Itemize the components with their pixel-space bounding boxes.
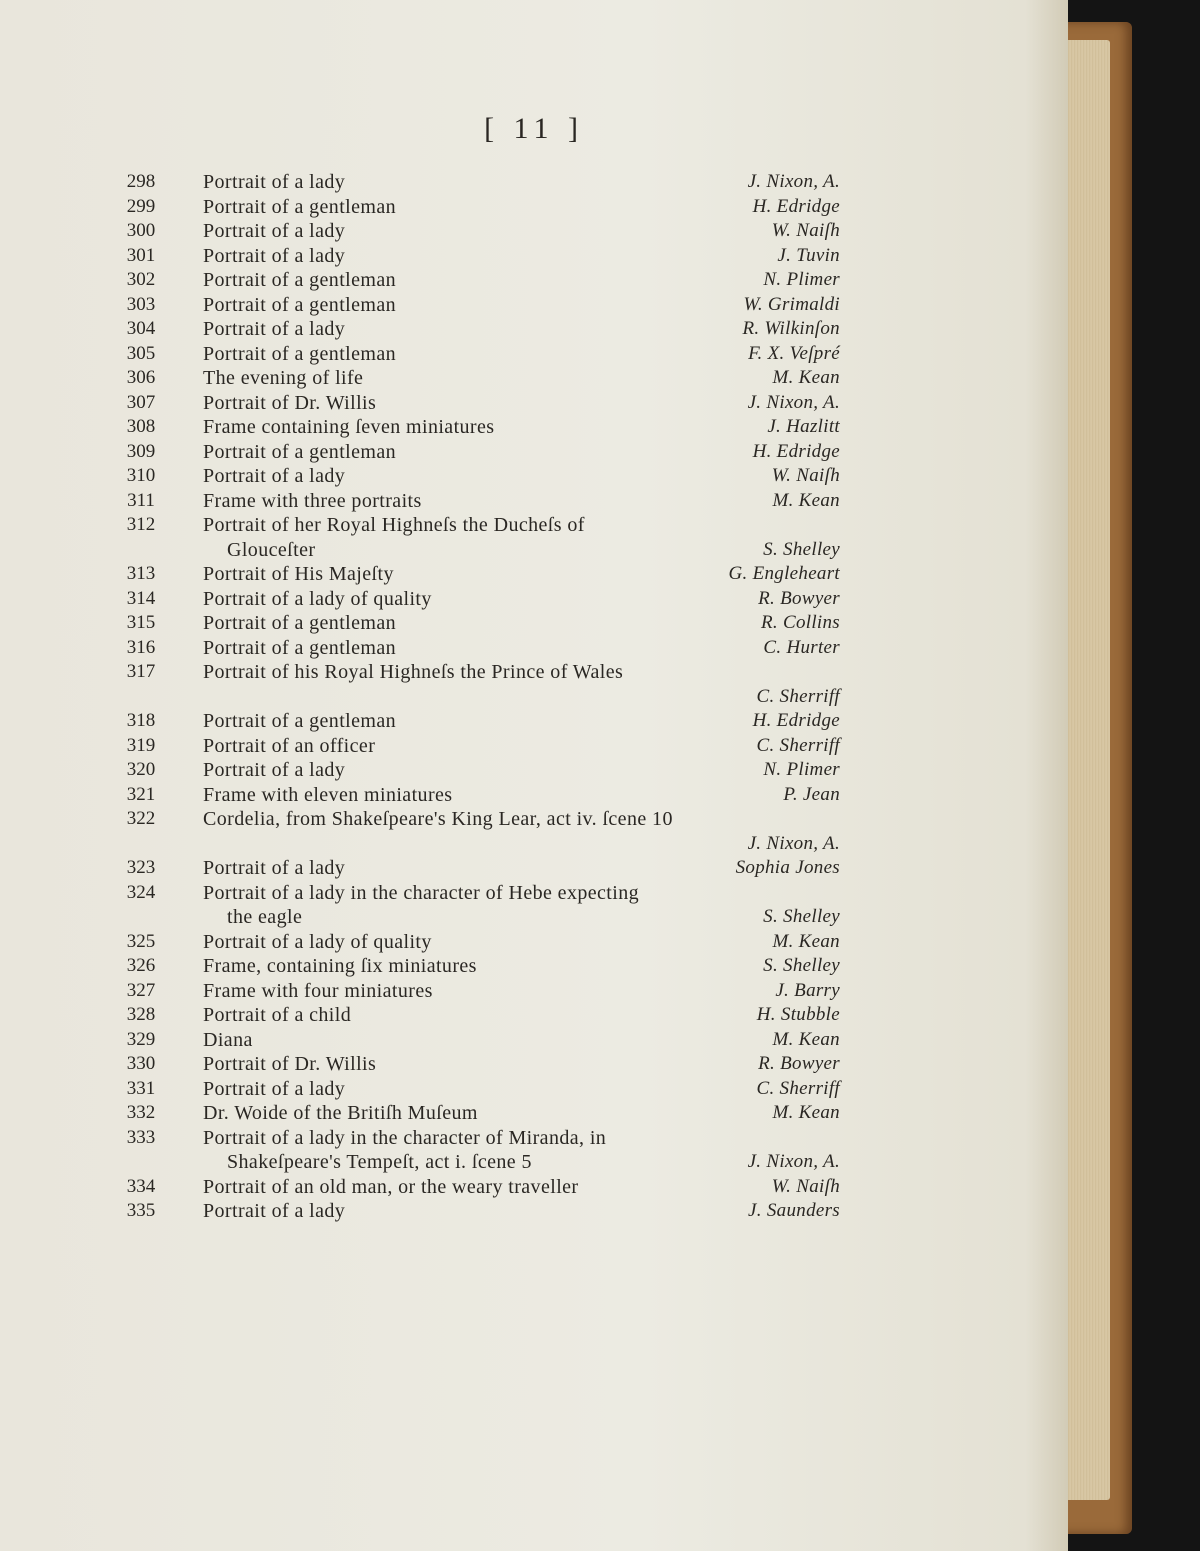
catalogue-entry-continuation xyxy=(0,538,1068,562)
catalogue-entry xyxy=(0,244,1068,268)
entry-title: Portrait of a gentleman xyxy=(203,612,397,634)
entry-artist: M. Kean xyxy=(772,1102,840,1123)
entry-title: Portrait of her Royal Highneſs the Ducheſs of xyxy=(203,514,585,536)
entry-artist: H. Edridge xyxy=(752,710,840,731)
catalogue-entry xyxy=(0,930,1068,954)
entry-artist: S. Shelley xyxy=(763,538,840,560)
catalogue-entry xyxy=(0,195,1068,219)
catalogue-entry xyxy=(0,611,1068,635)
entry-artist: J. Nixon, A. xyxy=(747,832,840,854)
entry-number: 326 xyxy=(126,955,156,976)
entry-title: Portrait of a gentleman xyxy=(203,342,397,365)
entry-number: 303 xyxy=(126,293,156,315)
catalogue-entry xyxy=(0,807,1068,831)
entry-artist: N. Plimer xyxy=(763,269,840,290)
entry-artist: C. Sherriff xyxy=(756,685,840,707)
entry-title: Portrait of a lady xyxy=(203,220,346,242)
catalogue-entry xyxy=(0,856,1068,880)
entry-number: 323 xyxy=(126,857,156,878)
entry-number: 308 xyxy=(126,416,156,437)
entry-artist: W. Naiſh xyxy=(771,465,840,486)
entry-artist: F. X. Veſpré xyxy=(748,342,840,364)
entry-number: 307 xyxy=(126,391,156,413)
entry-title-continuation: the eagle xyxy=(227,906,303,928)
entry-artist: M. Kean xyxy=(772,489,840,511)
catalogue-entry xyxy=(0,170,1068,194)
entry-title: Frame with four miniatures xyxy=(203,979,433,1002)
entry-artist: W. Naiſh xyxy=(771,220,840,241)
catalogue-entry xyxy=(0,464,1068,488)
entry-artist: M. Kean xyxy=(772,1028,840,1050)
entry-number: 330 xyxy=(126,1053,156,1074)
entry-title: Dr. Woide of the Britiſh Muſeum xyxy=(203,1102,478,1124)
entry-title: Portrait of a lady of quality xyxy=(203,587,432,610)
entry-title: Portrait of a gentleman xyxy=(203,636,397,659)
catalogue-entry xyxy=(0,415,1068,439)
entry-number: 328 xyxy=(126,1004,156,1025)
entry-number: 324 xyxy=(126,881,156,903)
entry-title: Portrait of a lady in the character of Miranda, in xyxy=(203,1126,607,1149)
catalogue-entry xyxy=(0,1101,1068,1125)
catalogue-entry xyxy=(0,268,1068,292)
catalogue-entry xyxy=(0,881,1068,905)
catalogue-entry-continuation xyxy=(0,832,1068,856)
entry-title: Frame with eleven miniatures xyxy=(203,783,453,806)
entry-title: Portrait of a lady xyxy=(203,318,346,340)
catalogue-entry xyxy=(0,783,1068,807)
catalogue-entry xyxy=(0,391,1068,415)
entry-artist: S. Shelley xyxy=(763,906,840,927)
entry-title: Portrait of a gentleman xyxy=(203,269,397,291)
catalogue-entry xyxy=(0,734,1068,758)
entry-title-continuation: Shakeſpeare's Tempeſt, act i. ſcene 5 xyxy=(227,1151,532,1173)
entry-artist: C. Sherriff xyxy=(756,1077,840,1099)
catalogue-entry xyxy=(0,954,1068,978)
entry-artist: H. Stubble xyxy=(756,1004,840,1025)
entry-number: 309 xyxy=(126,440,156,462)
entry-number: 334 xyxy=(126,1175,156,1197)
entry-title-continuation: Glouceſter xyxy=(227,538,316,561)
entry-number: 335 xyxy=(126,1200,156,1221)
catalogue-entry xyxy=(0,440,1068,464)
catalogue-entry xyxy=(0,758,1068,782)
entry-number: 299 xyxy=(126,195,156,217)
entry-artist: J. Nixon, A. xyxy=(747,1151,840,1172)
entry-title: Portrait of an old man, or the weary traveller xyxy=(203,1175,579,1198)
entry-title: Portrait of a gentleman xyxy=(203,710,397,732)
catalogue-entry xyxy=(0,636,1068,660)
entry-artist: J. Nixon, A. xyxy=(747,171,840,192)
entry-title: Cordelia, from Shakeſpeare's King Lear, act iv. ſcene 10 xyxy=(203,808,673,830)
entry-number: 318 xyxy=(126,710,156,731)
catalogue-entry xyxy=(0,513,1068,537)
entry-artist: H. Edridge xyxy=(752,195,840,217)
entry-number: 325 xyxy=(126,930,156,952)
entry-number: 319 xyxy=(126,734,156,756)
catalogue-entry xyxy=(0,587,1068,611)
entry-title: Portrait of a lady xyxy=(203,171,346,193)
entry-number: 321 xyxy=(126,783,156,805)
entry-title: Portrait of Dr. Willis xyxy=(203,391,377,414)
entry-artist: G. Engleheart xyxy=(728,563,840,584)
entry-artist: J. Barry xyxy=(775,979,840,1001)
entry-title: Portrait of a lady xyxy=(203,1077,346,1100)
entry-title: Portrait of a lady xyxy=(203,759,346,781)
entry-number: 302 xyxy=(126,269,156,290)
entry-artist: W. Naiſh xyxy=(771,1175,840,1197)
entry-number: 316 xyxy=(126,636,156,658)
catalogue-entry xyxy=(0,660,1068,684)
entry-number: 322 xyxy=(126,808,156,829)
catalogue-entry xyxy=(0,219,1068,243)
entry-artist: N. Plimer xyxy=(763,759,840,780)
entry-artist: Sophia Jones xyxy=(735,857,840,878)
entry-artist: J. Nixon, A. xyxy=(747,391,840,413)
entry-title: Portrait of an officer xyxy=(203,734,376,757)
entry-artist: R. Collins xyxy=(760,612,840,633)
entry-number: 305 xyxy=(126,342,156,364)
entry-artist: H. Edridge xyxy=(752,440,840,462)
entry-artist: M. Kean xyxy=(772,367,840,388)
entry-title: Portrait of a lady xyxy=(203,857,346,879)
catalogue-entry-continuation xyxy=(0,1150,1068,1174)
catalogue-entry xyxy=(0,366,1068,390)
catalogue-entry xyxy=(0,489,1068,513)
entry-artist: C. Hurter xyxy=(763,636,840,658)
catalogue-entry xyxy=(0,709,1068,733)
entry-number: 331 xyxy=(126,1077,156,1099)
entry-artist: C. Sherriff xyxy=(756,734,840,756)
entry-number: 304 xyxy=(126,318,156,339)
catalogue-entry xyxy=(0,1199,1068,1223)
catalogue-entry xyxy=(0,317,1068,341)
entry-number: 329 xyxy=(126,1028,156,1050)
entry-title: Frame with three portraits xyxy=(203,489,422,512)
entry-title: Portrait of a lady xyxy=(203,1200,346,1222)
entry-artist: M. Kean xyxy=(772,930,840,952)
entry-number: 313 xyxy=(126,563,156,584)
entry-artist: R. Bowyer xyxy=(758,1053,840,1074)
entry-artist: P. Jean xyxy=(783,783,840,805)
catalogue-entry xyxy=(0,1028,1068,1052)
catalogue-entry xyxy=(0,1052,1068,1076)
entry-artist: J. Tuvin xyxy=(777,244,840,266)
catalogue-entry xyxy=(0,342,1068,366)
entry-artist: J. Hazlitt xyxy=(767,416,840,437)
entry-number: 317 xyxy=(126,661,156,682)
entry-artist: W. Grimaldi xyxy=(743,293,840,315)
page-number: [ 11 ] xyxy=(484,112,584,145)
catalogue-entry xyxy=(0,1126,1068,1150)
entry-number: 301 xyxy=(126,244,156,266)
entry-title: Portrait of a lady xyxy=(203,244,346,267)
catalogue-entry xyxy=(0,979,1068,1003)
entry-title: Portrait of a lady xyxy=(203,465,346,487)
entry-title: Portrait of Dr. Willis xyxy=(203,1053,377,1075)
entry-number: 332 xyxy=(126,1102,156,1123)
entry-title: Portrait of His Majeſty xyxy=(203,563,394,585)
entry-number: 333 xyxy=(126,1126,156,1148)
catalogue-entry xyxy=(0,1003,1068,1027)
catalogue-entry xyxy=(0,1077,1068,1101)
entry-artist: J. Saunders xyxy=(748,1200,840,1221)
entry-artist: S. Shelley xyxy=(763,955,840,976)
entry-title: Portrait of a gentleman xyxy=(203,440,397,463)
entry-number: 298 xyxy=(126,171,156,192)
entry-number: 320 xyxy=(126,759,156,780)
entry-artist: R. Wilkinſon xyxy=(742,318,840,339)
entry-title: Frame, containing ſix miniatures xyxy=(203,955,477,977)
entry-number: 310 xyxy=(126,465,156,486)
entry-title: Portrait of a gentleman xyxy=(203,195,397,218)
entry-title: Frame containing ſeven miniatures xyxy=(203,416,495,438)
entry-artist: R. Bowyer xyxy=(758,587,840,609)
entry-title: Portrait of a child xyxy=(203,1004,352,1026)
entry-number: 314 xyxy=(126,587,156,609)
entry-number: 306 xyxy=(126,367,156,388)
entry-number: 315 xyxy=(126,612,156,633)
entry-number: 312 xyxy=(126,514,156,535)
entry-title: Portrait of a gentleman xyxy=(203,293,397,316)
catalogue-entry xyxy=(0,1175,1068,1199)
entry-number: 327 xyxy=(126,979,156,1001)
entry-number: 300 xyxy=(126,220,156,241)
entry-title: Portrait of a lady of quality xyxy=(203,930,432,953)
entry-title: Portrait of his Royal Highneſs the Prince of Wales xyxy=(203,661,624,683)
entry-title: Diana xyxy=(203,1028,253,1051)
entry-title: Portrait of a lady in the character of Hebe expecting xyxy=(203,881,640,904)
catalogue-entry xyxy=(0,562,1068,586)
catalogue-entry xyxy=(0,293,1068,317)
catalogue-entry-continuation xyxy=(0,685,1068,709)
catalogue-entry-continuation xyxy=(0,905,1068,929)
entry-title: The evening of life xyxy=(203,367,364,389)
entry-number: 311 xyxy=(127,489,155,511)
